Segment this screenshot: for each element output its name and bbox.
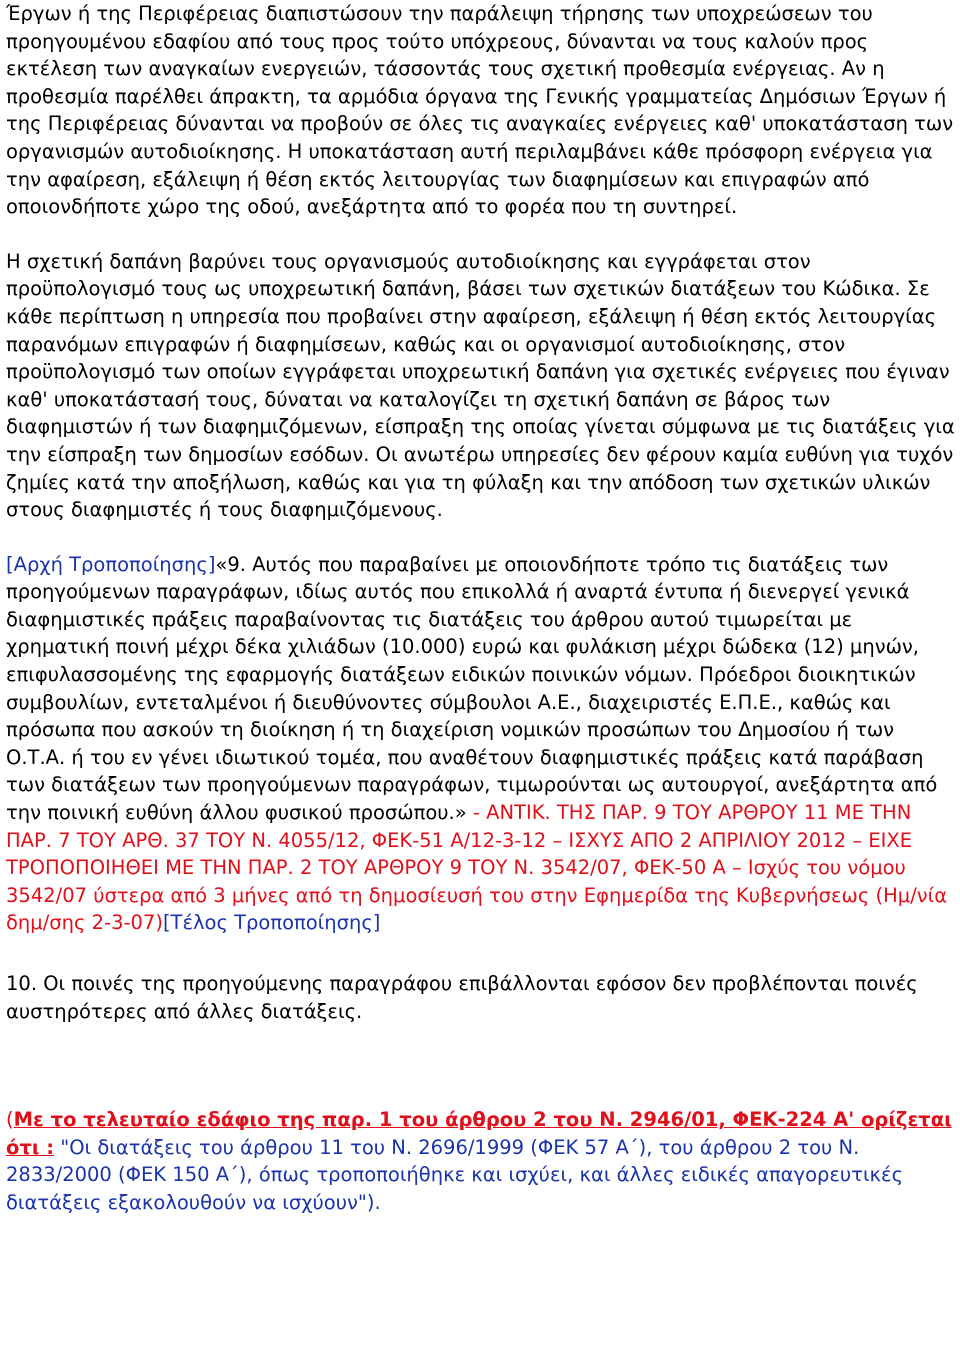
amendment-text: «9. Αυτός που παραβαίνει με οποιονδήποτε τρόπο τις διατάξεις των προηγούμενων παραγράφων, ιδίως αυτός που επικολλά ή αναρτά έντυπα ή διενεργεί γενικά διαφημιστικές πράξεις παραβαίνοντας τις διατάξεις του άρθρου αυτού τιμωρείται με χρηματική ποινή μέχρι δέκα χιλιάδων (10.000) ευρώ και φυλάκιση μέχρι δώδεκα (12) μηνών, επιφυλασσομένης της εφαρμογής διατάξεων ειδικών ποινικών νόμων. Πρόεδροι διοικητικών συμβουλίων, εντεταλμένοι ή διευθύνοντες σύμβουλοι Α.Ε., διαχειριστές Ε.Π.Ε., καθώς και πρόσωπα που ασκούν τη διοίκηση ή τη διαχείριση νομικών προσώπων του Δημοσίου ή των Ο.Τ.Α. ή του εν γένει ιδιωτικού τομέα, που αναθέτουν διαφημιστικές πράξεις κατά παράβαση των διατάξεων των προηγούμενων παραγράφων, τιμωρούνται ως αυτουργοί, ανεξάρτητα από την ποινική ευθύνη άλλου φυσικού προσώπου.» — [6, 552, 938, 825]
paragraph-amendment-9 — [6, 551, 955, 937]
footnote-quoted-text: "Οι διατάξεις του άρθρου 11 του Ν. 2696/1999 (ΦΕΚ 57 Α΄), του άρθρου 2 του Ν. 2833/2000 (ΦΕΚ 150 Α΄), όπως τροποποιήθηκε και ισχύει, και άλλες ειδικές απαγορευτικές διατάξεις εξακολουθούν να ισχύουν"). — [6, 1135, 904, 1214]
footnote-law-reference: Με το τελευταίο εδάφιο της παρ. 1 του άρθρου 2 του Ν. 2946/01, ΦΕΚ-224 Α' ορίζεται ότι : — [6, 1108, 952, 1159]
footnote-paragraph — [6, 1106, 955, 1216]
paragraph-expense-liability: Η σχετική δαπάνη βαρύνει τους οργανισμούς αυτοδιοίκησης και εγγράφεται στον προϋπολογισμό τους ως υποχρεωτική δαπάνη, βάσει των σχετικών διατάξεων του Κώδικα. Σε κάθε περίπτωση η υπηρεσία που προβαίνει στην αφαίρεση, εξάλειψη ή θέση εκτός λειτουργίας παρανόμων επιγραφών ή διαφημίσεων, καθώς και οι οργανισμοί αυτοδιοίκησης, στον προϋπολογισμό των οποίων εγγράφεται υποχρεωτική δαπάνη για σχετικές ενέργειες που έγιναν καθ' υποκατάστασή τους, δύναται να καταλογίζει τη σχετική δαπάνη σε βάρος των διαφημιστών ή των διαφημιζόμενων, είσπραξη της οποίας γίνεται σύμφωνα με τις διατάξεις για την είσπραξη των δημοσίων εσόδων. Οι ανωτέρω υπηρεσίες δεν φέρουν καμία ευθύνη για τυχόν ζημίες κατά την αποξήλωση, καθώς και για τη φύλαξη και την απόδοση των σχετικών υλικών στους διαφημιστές ή τους διαφημιζόμενους. — [6, 249, 955, 522]
amendment-source-note: - ΑΝΤΙΚ. ΤΗΣ ΠΑΡ. 9 ΤΟΥ ΑΡΘΡΟΥ 11 ΜΕ ΤΗΝ ΠΑΡ. 7 ΤΟΥ ΑΡΘ. 37 ΤΟΥ Ν. 4055/12, ΦΕΚ-51 Α/12-3-12 – ΙΣΧΥΣ ΑΠΟ 2 ΑΠΡΙΛΙΟΥ 2012 – ΕΙΧΕ ΤΡΟΠΟΠΟΙΗΘΕΙ ΜΕ ΤΗΝ ΠΑΡ. 2 ΤΟΥ ΑΡΘΡΟΥ 9 ΤΟΥ Ν. 3542/07, ΦΕΚ-50 Α – Ισχύς του νόμου 3542/07 ύστερα από 3 μήνες από τη δημοσίευσή του στην Εφημερίδα της Κυβερνήσεως (Ημ/νία δημ/σης 2-3-07) — [6, 801, 948, 935]
paragraph-advertising-obligations: Έργων ή της Περιφέρειας διαπιστώσουν την παράλειψη τήρησης των υποχρεώσεων του προηγουμένου εδαφίου από τους προς τούτο υπόχρεους, δύνανται να τους καλούν προς εκτέλεση των αναγκαίων ενεργειών, τάσσοντάς τους σχετική προθεσμία ενέργειας. Αν η προθεσμία παρέλθει άπρακτη, τα αρμόδια όργανα της Γενικής γραμματείας Δημόσιων Έργων ή της Περιφέρειας δύνανται να προβούν σε όλες τις αναγκαίες ενέργειες καθ' υποκατάσταση των οργανισμών αυτοδιοίκησης. Η υποκατάσταση αυτή περιλαμβάνει κάθε πρόσφορη ενέργεια για την αφαίρεση, εξάλειψη ή θέση εκτός λειτουργίας των διαφημίσεων και επιγραφών από οποιονδήποτε χώρο της οδού, ανεξάρτητα από το φορέα που τη συντηρεί. — [6, 2, 954, 219]
amendment-start-marker: [Αρχή Τροποποίησης] — [6, 552, 216, 576]
footnote-open-paren: ( — [6, 1108, 14, 1132]
amendment-end-marker: [Τέλος Τροποποίησης] — [162, 911, 381, 935]
paragraph-10: 10. Οι ποινές της προηγούμενης παραγράφου επιβάλλονται εφόσον δεν προβλέπονται ποινές αυστηρότερες από άλλες διατάξεις. — [6, 972, 918, 1023]
